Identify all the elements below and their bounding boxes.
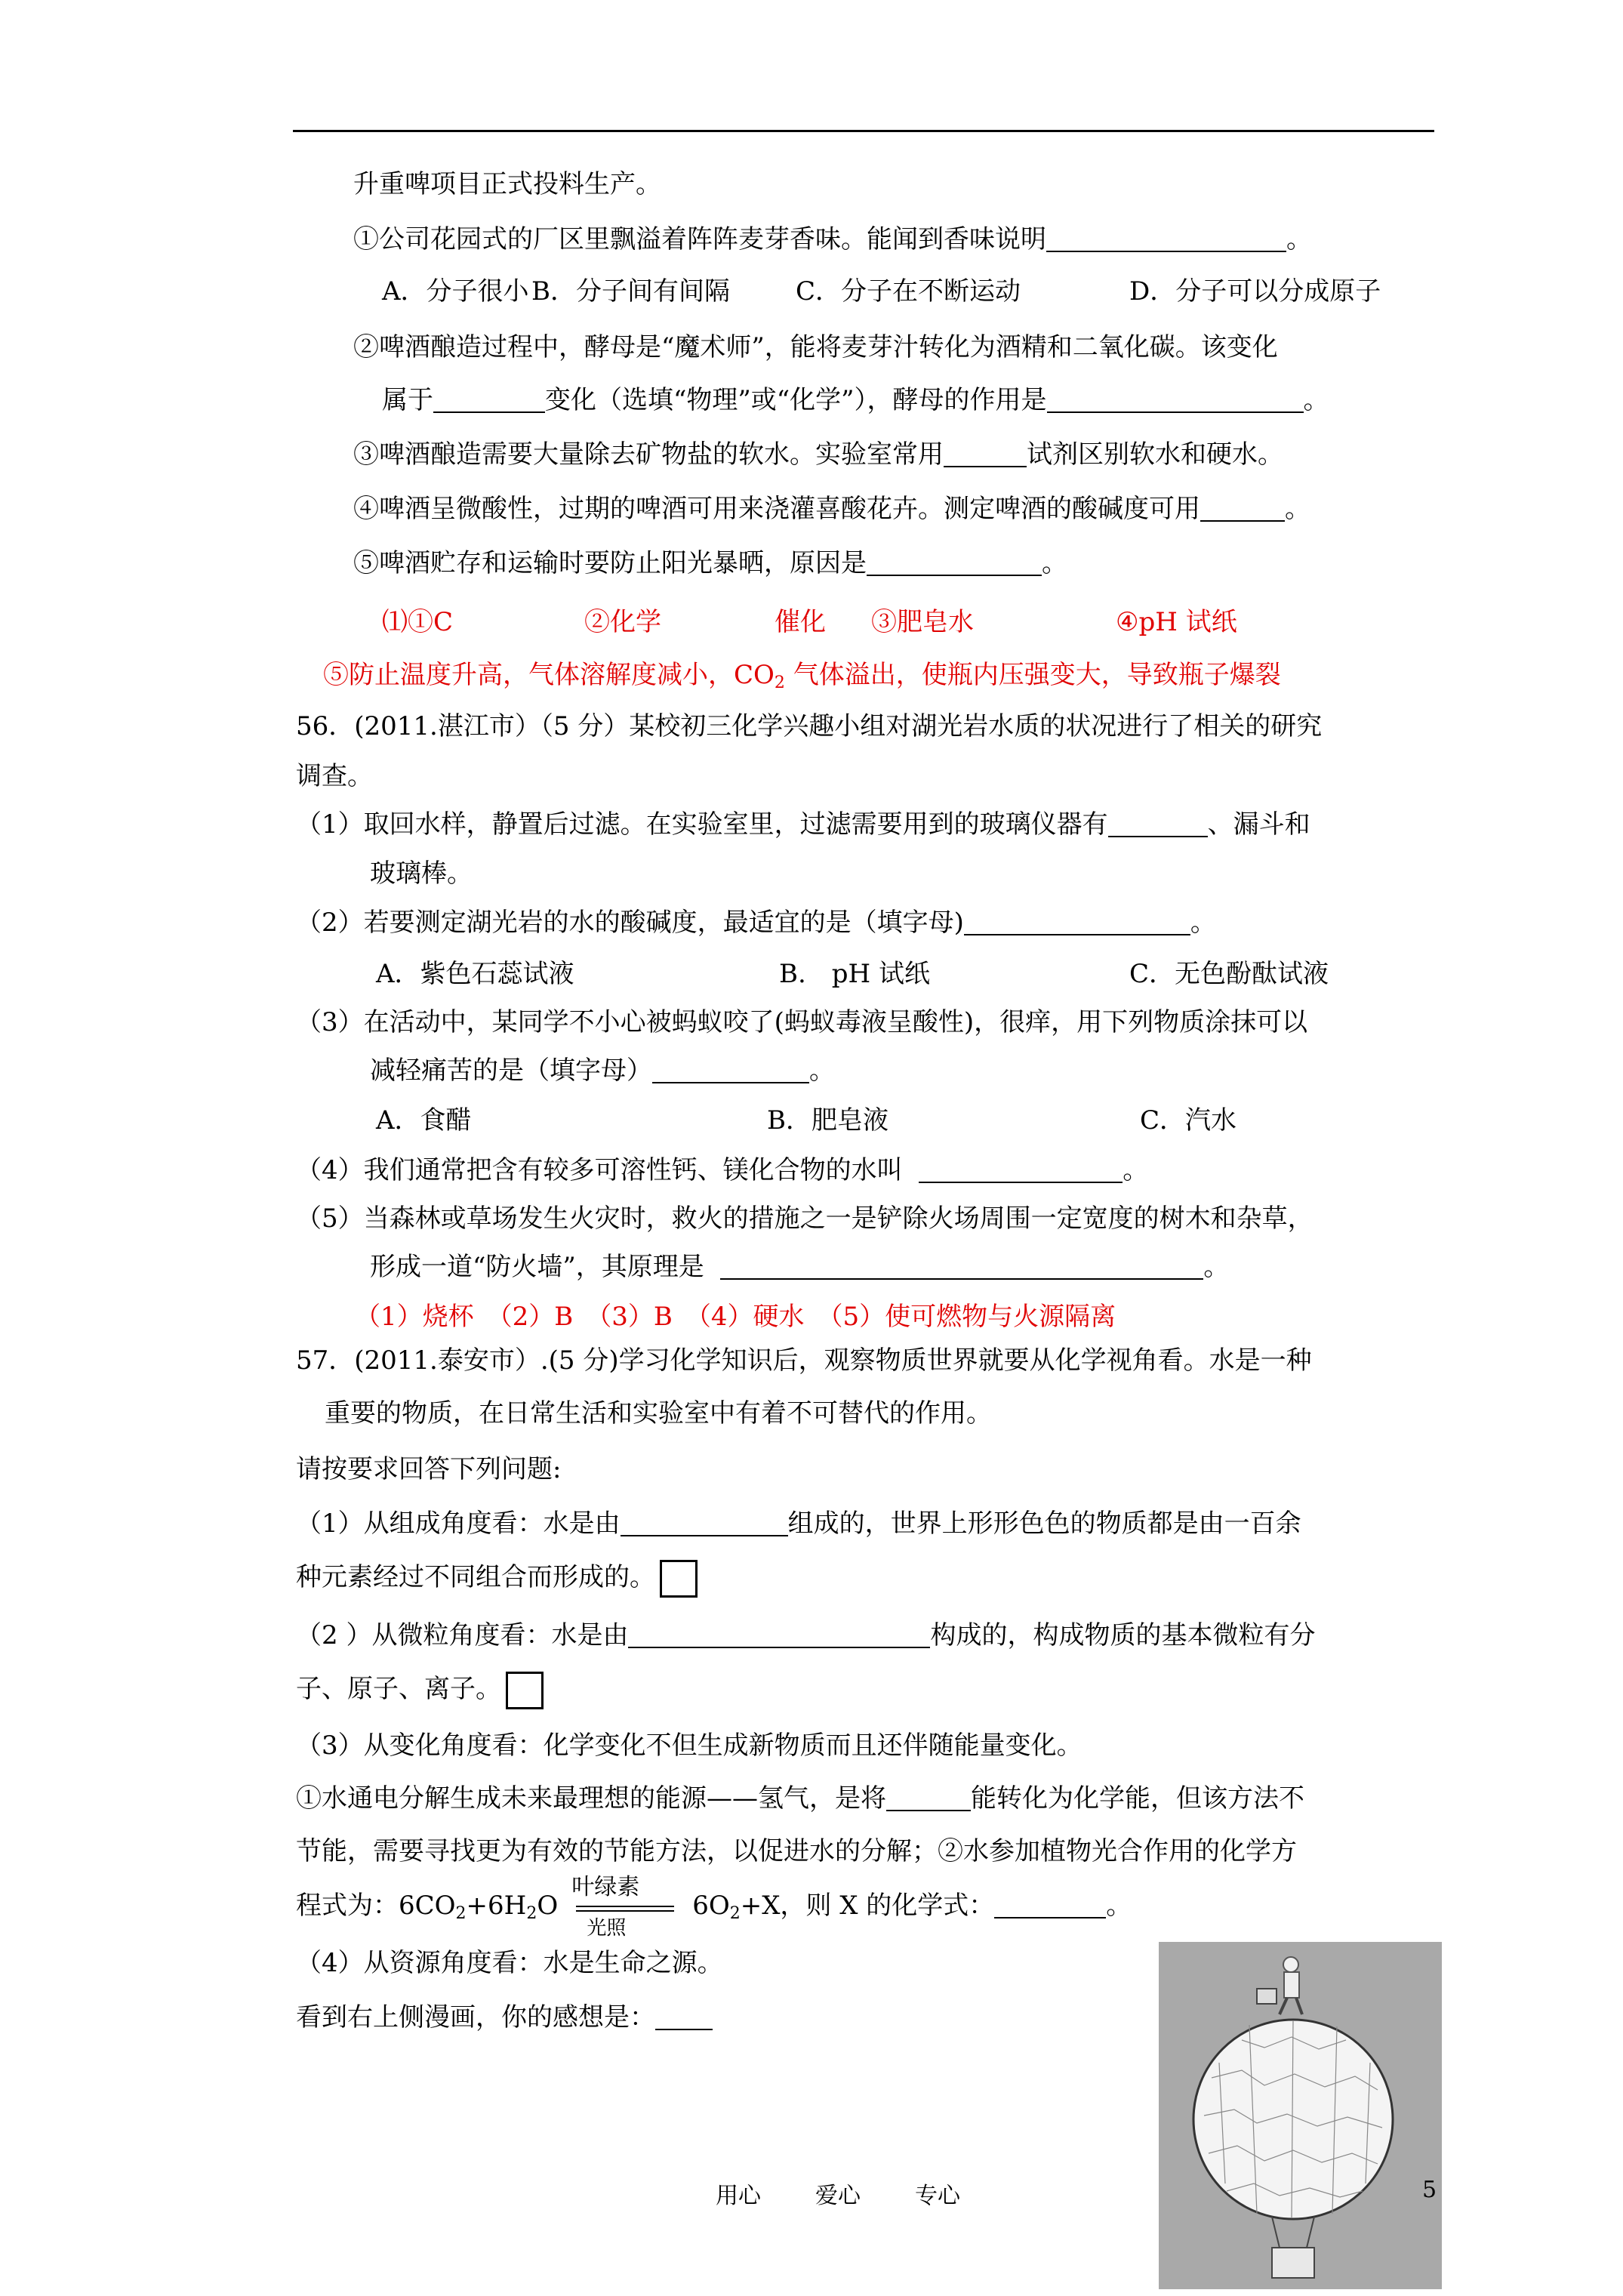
q56-part5-cont: 形成一道“防火墙”，其原理是 。 <box>370 1252 1230 1282</box>
q57-part1-cont: 种元素经过不同组合而形成的。 <box>296 1560 698 1598</box>
q56-title: 56．(2011.湛江市）（5 分）某校初三化学兴趣小组对湖光岩水质的状况进行了相关的研究 <box>296 711 1323 741</box>
q56-part5: （5）当森林或草场发生火灾时，救火的措施之一是铲除火场周围一定宽度的树木和杂草， <box>296 1203 1313 1234</box>
answer-blank[interactable] <box>886 1787 971 1811</box>
cartoon-drawing <box>1159 1942 1442 2289</box>
q57-request: 请按要求回答下列问题: <box>296 1454 562 1484</box>
q55-sub1: ①公司花园式的厂区里飘溢着阵阵麦芽香味。能闻到香味说明 。 <box>353 224 1312 254</box>
answer-blank[interactable] <box>919 1159 1123 1183</box>
checkbox-square[interactable] <box>660 1560 698 1598</box>
option-d: D．分子可以分成原子 <box>1129 276 1381 307</box>
checkbox-square[interactable] <box>506 1672 544 1709</box>
q57-part2: （2 ）从微粒角度看：水是由 构成的，构成物质的基本微粒有分 <box>296 1620 1316 1650</box>
q56-part1-cont: 玻璃棒。 <box>370 858 473 889</box>
q56-part3: （3）在活动中，某同学不小心被蚂蚁咬了(蚂蚁毒液呈酸性)，很痒，用下列物质涂抹可以 <box>296 1007 1308 1037</box>
answer-blank[interactable] <box>621 1512 788 1536</box>
q55-sub4: ④啤酒呈微酸性，过期的啤酒可用来浇灌喜酸花卉。测定啤酒的酸碱度可用 。 <box>353 494 1310 524</box>
q57-part1: （1）从组成角度看：水是由 组成的，世界上形形色色的物质都是由一百余 <box>296 1509 1301 1539</box>
option-a: A．分子很小 <box>382 276 529 307</box>
q57-part3-line2: 节能，需要寻找更为有效的节能方法，以促进水的分解；②水参加植物光合作用的化学方 <box>296 1836 1297 1866</box>
answer-blank[interactable] <box>628 1624 930 1648</box>
catalyst-label: 叶绿素 <box>571 1874 640 1900</box>
q56-part4: （4）我们通常把含有较多可溶性钙、镁化合物的水叫 。 <box>296 1155 1149 1185</box>
q55-sub2: ②啤酒酿造过程中，酵母是“魔术师”，能将麦芽汁转化为酒精和二氧化碳。该变化 <box>353 332 1278 362</box>
option-b: B．分子间有间隔 <box>531 276 730 307</box>
header-rule <box>293 130 1434 132</box>
q56-part1: （1）取回水样，静置后过滤。在实验室里，过滤需要用到的玻璃仪器有 、漏斗和 <box>296 809 1310 840</box>
q57-equation-line: 程式为：$6CO_2+6H_2O$ 叶绿素 光照 $6O_2+X$，则 X 的化学式： 。 <box>296 1889 1132 1931</box>
q57-title-cont: 重要的物质，在日常生活和实验室中有着不可替代的作用。 <box>325 1398 992 1428</box>
answer-blank[interactable] <box>867 552 1042 576</box>
equals-bar-top <box>576 1906 674 1907</box>
condition-label: 光照 <box>587 1917 627 1940</box>
q55-sub2-cont: 属于 变化（选填“物理”或“化学”），酵母的作用是 。 <box>382 385 1329 415</box>
q55-answer-line1: ⑴①C ②化学 催化 ③肥皂水 ④pH 试纸 <box>382 607 1237 637</box>
answer-blank[interactable] <box>964 911 1190 935</box>
answer-blank[interactable] <box>433 389 545 413</box>
q56-part2-options: A．紫色石蕊试液 B. pH 试纸 C．无色酚酞试液 <box>376 959 1329 989</box>
q55-answer-line2: ⑤防止温度升高，气体溶解度减小，$CO_2$ 气体溢出，使瓶内压强变大，导致瓶子爆裂 <box>323 660 1281 692</box>
answer-blank[interactable] <box>1200 498 1285 522</box>
water-globe-cartoon <box>1159 1942 1442 2289</box>
q57-part2-cont: 子、原子、离子。 <box>296 1672 544 1709</box>
answer-blank[interactable] <box>720 1256 1203 1280</box>
q56-title-cont: 调查。 <box>296 761 373 791</box>
page-number: 5 <box>1422 2177 1437 2203</box>
answer-blank[interactable] <box>652 1059 809 1083</box>
q57-title: 57．(2011.泰安市）.(5 分)学习化学知识后，观察物质世界就要从化学视角看。水是一种 <box>296 1345 1312 1376</box>
answer-blank[interactable] <box>1047 389 1304 413</box>
answer-blank[interactable] <box>1108 813 1208 837</box>
q56-part3-options: A．食醋 B．肥皂液 C．汽水 <box>376 1105 1237 1136</box>
answer-blank[interactable] <box>1046 228 1286 252</box>
q57-part3-line1: ①水通电分解生成未来最理想的能源——氢气，是将 能转化为化学能，但该方法不 <box>296 1783 1304 1814</box>
footer-word-2: 爱心 <box>815 2183 861 2209</box>
q55-sub5: ⑤啤酒贮存和运输时要防止阳光暴晒，原因是 。 <box>353 548 1067 578</box>
option-c: C．分子在不断运动 <box>796 276 1021 307</box>
q57-part4: （4）从资源角度看：水是生命之源。 <box>296 1948 723 1978</box>
q56-answer: （1）烧杯 （2）B （3）B （4）硬水 （5）使可燃物与火源隔离 <box>355 1302 1116 1332</box>
q56-part2: （2）若要测定湖光岩的水的酸碱度，最适宜的是（填字母) 。 <box>296 908 1216 938</box>
answer-blank[interactable] <box>944 443 1027 467</box>
answer-blank[interactable] <box>994 1894 1106 1918</box>
reaction-arrow: O 叶绿素 光照 <box>537 1889 692 1922</box>
footer-word-1: 用心 <box>716 2183 761 2209</box>
answer-blank[interactable] <box>655 2006 713 2030</box>
footer-word-3: 专心 <box>915 2183 960 2209</box>
q55-intro: 升重啤项目正式投料生产。 <box>353 169 661 199</box>
q55-sub1-options <box>382 275 1381 308</box>
q57-part5: 看到右上侧漫画，你的感想是： <box>296 2001 713 2034</box>
q55-sub3: ③啤酒酿造需要大量除去矿物盐的软水。实验室常用 试剂区别软水和硬水。 <box>353 439 1283 470</box>
q57-part3: （3）从变化角度看：化学变化不但生成新物质而且还伴随能量变化。 <box>296 1730 1083 1761</box>
q56-part3-cont: 减轻痛苦的是（填字母） 。 <box>370 1056 835 1086</box>
